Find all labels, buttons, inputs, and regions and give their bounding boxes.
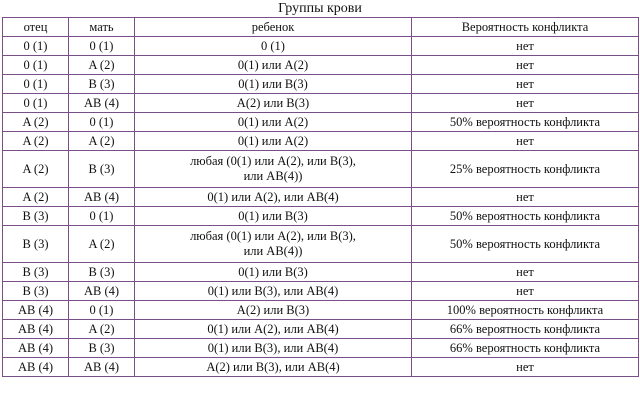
cell-mother: A (2): [69, 320, 135, 339]
cell-child: 0(1) или A(2), или AB(4): [135, 320, 412, 339]
cell-mother: AB (4): [69, 282, 135, 301]
cell-child: 0(1) или B(3): [135, 75, 412, 94]
table-row: [3, 263, 639, 282]
cell-mother: AB (4): [69, 94, 135, 113]
cell-conflict: 66% вероятность конфликта: [412, 320, 639, 339]
table-row: [3, 132, 639, 151]
cell-conflict: нет: [412, 358, 639, 377]
table-row: [3, 56, 639, 75]
cell-child-line2: или AB(4)): [243, 169, 303, 183]
cell-conflict: 50% вероятность конфликта: [412, 113, 639, 132]
cell-child: 0(1) или A(2): [135, 56, 412, 75]
cell-mother: AB (4): [69, 358, 135, 377]
cell-conflict: нет: [412, 263, 639, 282]
cell-child: 0(1) или B(3), или AB(4): [135, 339, 412, 358]
cell-father: A (2): [3, 113, 69, 132]
cell-mother: AB (4): [69, 188, 135, 207]
cell-conflict: 66% вероятность конфликта: [412, 339, 639, 358]
cell-father: A (2): [3, 132, 69, 151]
cell-mother: 0 (1): [69, 301, 135, 320]
cell-mother: 0 (1): [69, 113, 135, 132]
cell-conflict: нет: [412, 188, 639, 207]
cell-mother: 0 (1): [69, 37, 135, 56]
cell-conflict: 100% вероятность конфликта: [412, 301, 639, 320]
cell-father: AB (4): [3, 320, 69, 339]
cell-child: 0(1) или B(3): [135, 263, 412, 282]
header-row: [3, 18, 639, 37]
cell-father: 0 (1): [3, 56, 69, 75]
table-row: [3, 301, 639, 320]
cell-child-line1: любая (0(1) или A(2), или B(3),: [190, 229, 356, 243]
cell-father: AB (4): [3, 358, 69, 377]
table-row: [3, 151, 639, 188]
table-row: [3, 226, 639, 263]
cell-conflict: нет: [412, 282, 639, 301]
cell-mother: 0 (1): [69, 207, 135, 226]
cell-father: 0 (1): [3, 37, 69, 56]
cell-child: 0(1) или B(3), или AB(4): [135, 282, 412, 301]
cell-father: AB (4): [3, 301, 69, 320]
table-row: [3, 339, 639, 358]
header-child: ребенок: [135, 18, 412, 37]
cell-conflict: нет: [412, 37, 639, 56]
table-title: Группы крови: [278, 1, 362, 16]
cell-father: B (3): [3, 226, 69, 263]
cell-conflict: нет: [412, 56, 639, 75]
cell-child: 0(1) или A(2), или AB(4): [135, 188, 412, 207]
cell-child: [135, 226, 412, 263]
cell-father: 0 (1): [3, 94, 69, 113]
cell-mother: A (2): [69, 226, 135, 263]
cell-father: A (2): [3, 188, 69, 207]
table-row: [3, 113, 639, 132]
cell-mother: A (2): [69, 132, 135, 151]
header-father: отец: [3, 18, 69, 37]
cell-conflict: 50% вероятность конфликта: [412, 207, 639, 226]
cell-child: A(2) или B(3), или AB(4): [135, 358, 412, 377]
cell-conflict: нет: [412, 75, 639, 94]
table-row: [3, 94, 639, 113]
cell-child: A(2) или B(3): [135, 94, 412, 113]
table-row: [3, 75, 639, 94]
cell-child: 0(1) или A(2): [135, 113, 412, 132]
cell-father: AB (4): [3, 339, 69, 358]
cell-child: [135, 151, 412, 188]
table-row: [3, 358, 639, 377]
cell-father: A (2): [3, 151, 69, 188]
cell-mother: B (3): [69, 151, 135, 188]
cell-child: 0 (1): [135, 37, 412, 56]
cell-conflict: 50% вероятность конфликта: [412, 226, 639, 263]
cell-child: 0(1) или B(3): [135, 207, 412, 226]
blood-groups-table: [2, 17, 639, 377]
cell-child-line1: любая (0(1) или A(2), или B(3),: [190, 154, 356, 168]
cell-conflict: 25% вероятность конфликта: [412, 151, 639, 188]
header-mother: мать: [69, 18, 135, 37]
cell-father: B (3): [3, 207, 69, 226]
cell-child: A(2) или B(3): [135, 301, 412, 320]
table-row: [3, 188, 639, 207]
cell-conflict: нет: [412, 94, 639, 113]
header-conflict: Вероятность конфликта: [412, 18, 639, 37]
cell-father: B (3): [3, 282, 69, 301]
cell-conflict: нет: [412, 132, 639, 151]
cell-mother: B (3): [69, 263, 135, 282]
table-row: [3, 37, 639, 56]
cell-child-line2: или AB(4)): [243, 244, 303, 258]
cell-mother: B (3): [69, 339, 135, 358]
cell-father: B (3): [3, 263, 69, 282]
table-row: [3, 320, 639, 339]
cell-father: 0 (1): [3, 75, 69, 94]
cell-child: 0(1) или A(2): [135, 132, 412, 151]
table-row: [3, 282, 639, 301]
cell-mother: A (2): [69, 56, 135, 75]
page: [0, 1, 640, 402]
cell-mother: B (3): [69, 75, 135, 94]
table-row: [3, 207, 639, 226]
